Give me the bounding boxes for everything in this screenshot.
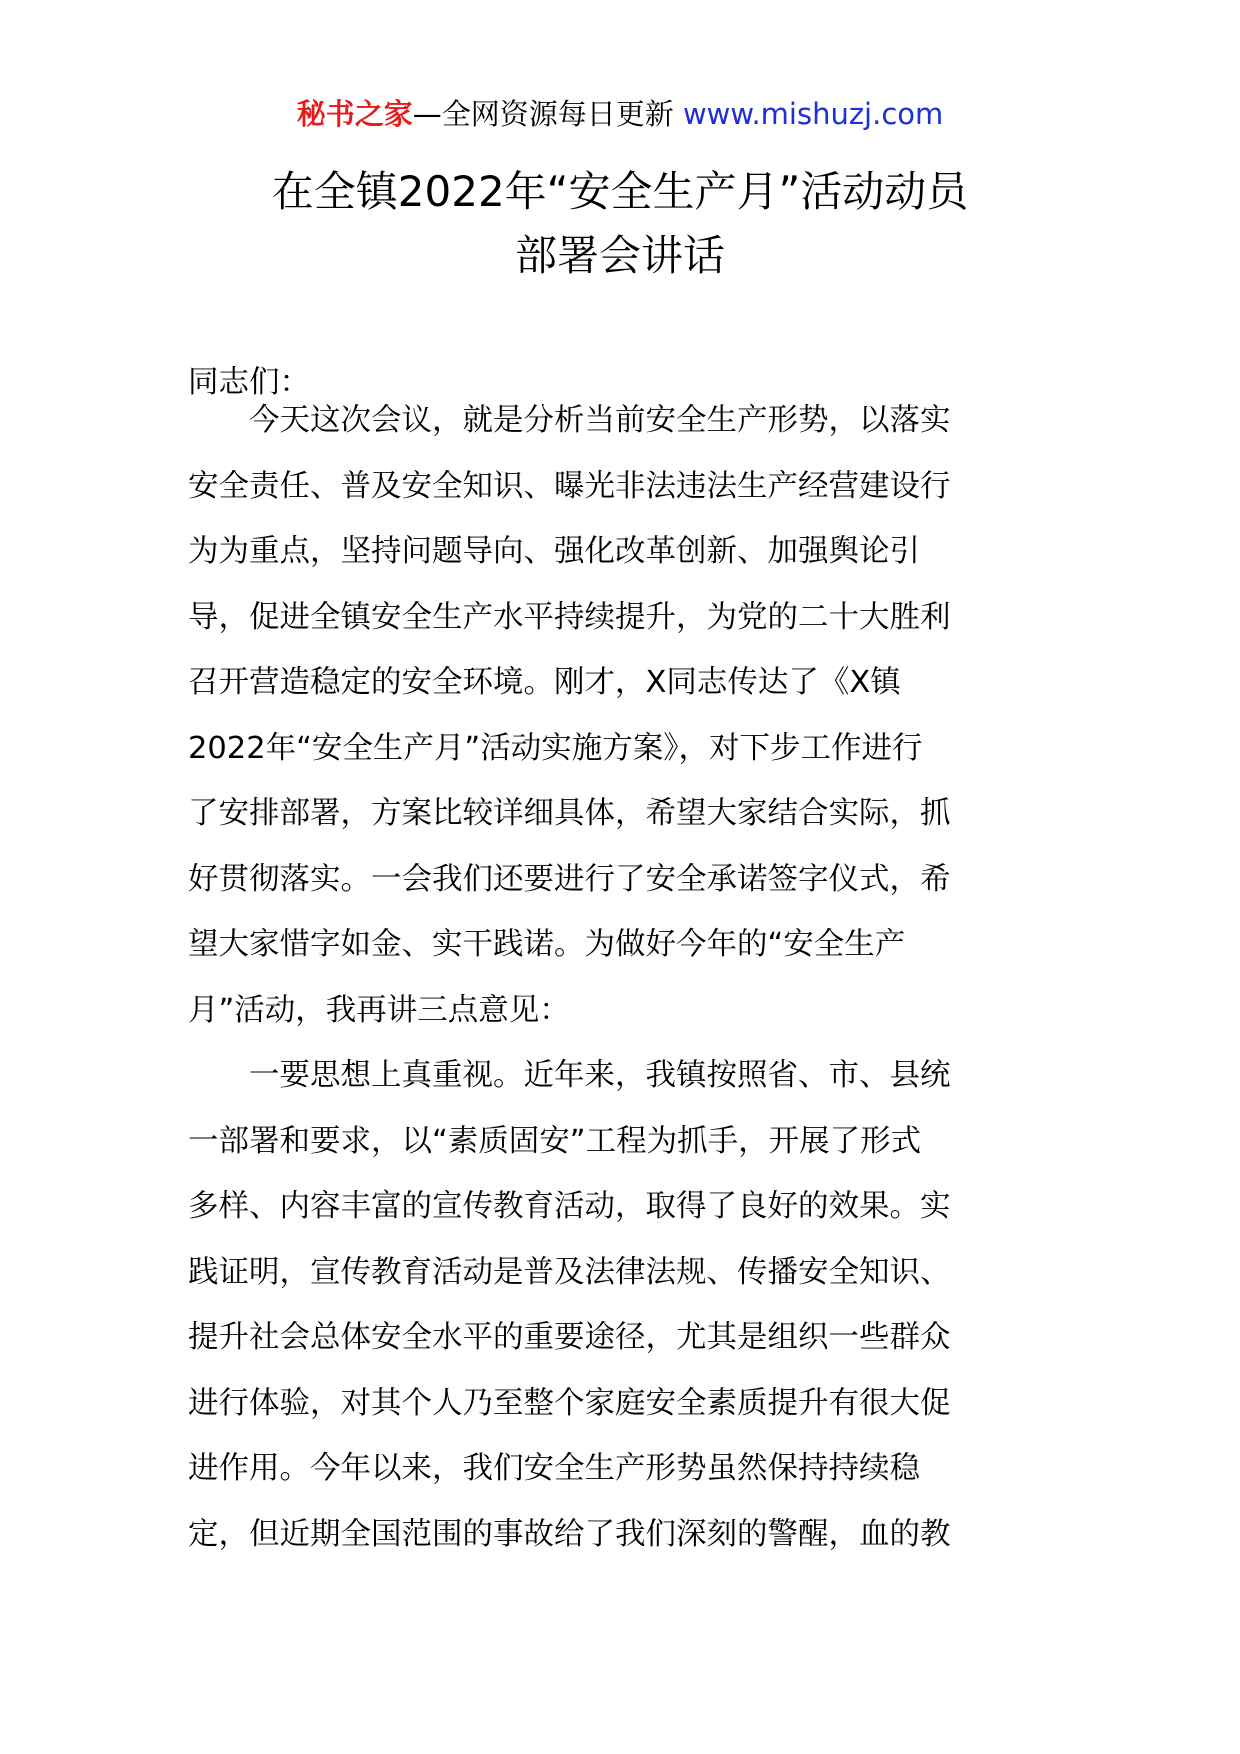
body-line: 为为重点，坚持问题导向、强化改革创新、加强舆论引 bbox=[188, 534, 920, 569]
body-line: 召开营造稳定的安全环境。刚才，X同志传达了《X镇 bbox=[188, 665, 901, 700]
body-line: 望大家惜字如金、实干践诺。为做好今年的“安全生产 bbox=[188, 927, 906, 962]
site-header bbox=[0, 94, 1240, 134]
body-line: 定，但近期全国范围的事故给了我们深刻的警醒，血的教 bbox=[188, 1516, 951, 1552]
header-tagline: —全网资源每日更新 bbox=[412, 97, 683, 131]
body-line: 践证明，宣传教育活动是普及法律法规、传播安全知识、 bbox=[188, 1254, 951, 1290]
greeting: 同志们： bbox=[188, 365, 310, 400]
body-line: 月”活动，我再讲三点意见： bbox=[188, 992, 570, 1028]
body-line: 今天这次会议，就是分析当前安全生产形势，以落实 bbox=[188, 403, 951, 438]
body-line: 提升社会总体安全水平的重要途径，尤其是组织一些群众 bbox=[188, 1320, 951, 1355]
document-body bbox=[188, 388, 1060, 1567]
site-url-link[interactable]: www.mishuzj.com bbox=[682, 97, 944, 131]
body-line: 进行体验，对其个人乃至整个家庭安全素质提升有很大促 bbox=[188, 1385, 951, 1421]
body-line: 好贯彻落实。一会我们还要进行了安全承诺签字仪式，希 bbox=[188, 861, 951, 897]
body-line: 导，促进全镇安全生产水平持续提升，为党的二十大胜利 bbox=[188, 599, 951, 635]
body-line: 一要思想上真重视。近年来，我镇按照省、市、县统 bbox=[188, 1058, 951, 1093]
body-line: 多样、内容丰富的宣传教育活动，取得了良好的效果。实 bbox=[188, 1189, 951, 1224]
body-line: 进作用。今年以来，我们安全生产形势虽然保持持续稳 bbox=[188, 1451, 920, 1486]
body-line: 一部署和要求，以“素质固安”工程为抓手，开展了形式 bbox=[188, 1123, 922, 1159]
body-line: 2022年“安全生产月”活动实施方案》，对下步工作进行 bbox=[188, 730, 923, 766]
title-line-2: 部署会讲话 bbox=[514, 231, 725, 280]
body-line: 安全责任、普及安全知识、曝光非法违法生产经营建设行 bbox=[188, 468, 951, 504]
body-line: 了安排部署，方案比较详细具体，希望大家结合实际，抓 bbox=[188, 796, 951, 831]
brand-name: 秘书之家 bbox=[296, 97, 413, 131]
title-line-1: 在全镇2022年“安全生产月”活动动员 bbox=[271, 167, 969, 216]
document-title bbox=[0, 160, 1240, 288]
